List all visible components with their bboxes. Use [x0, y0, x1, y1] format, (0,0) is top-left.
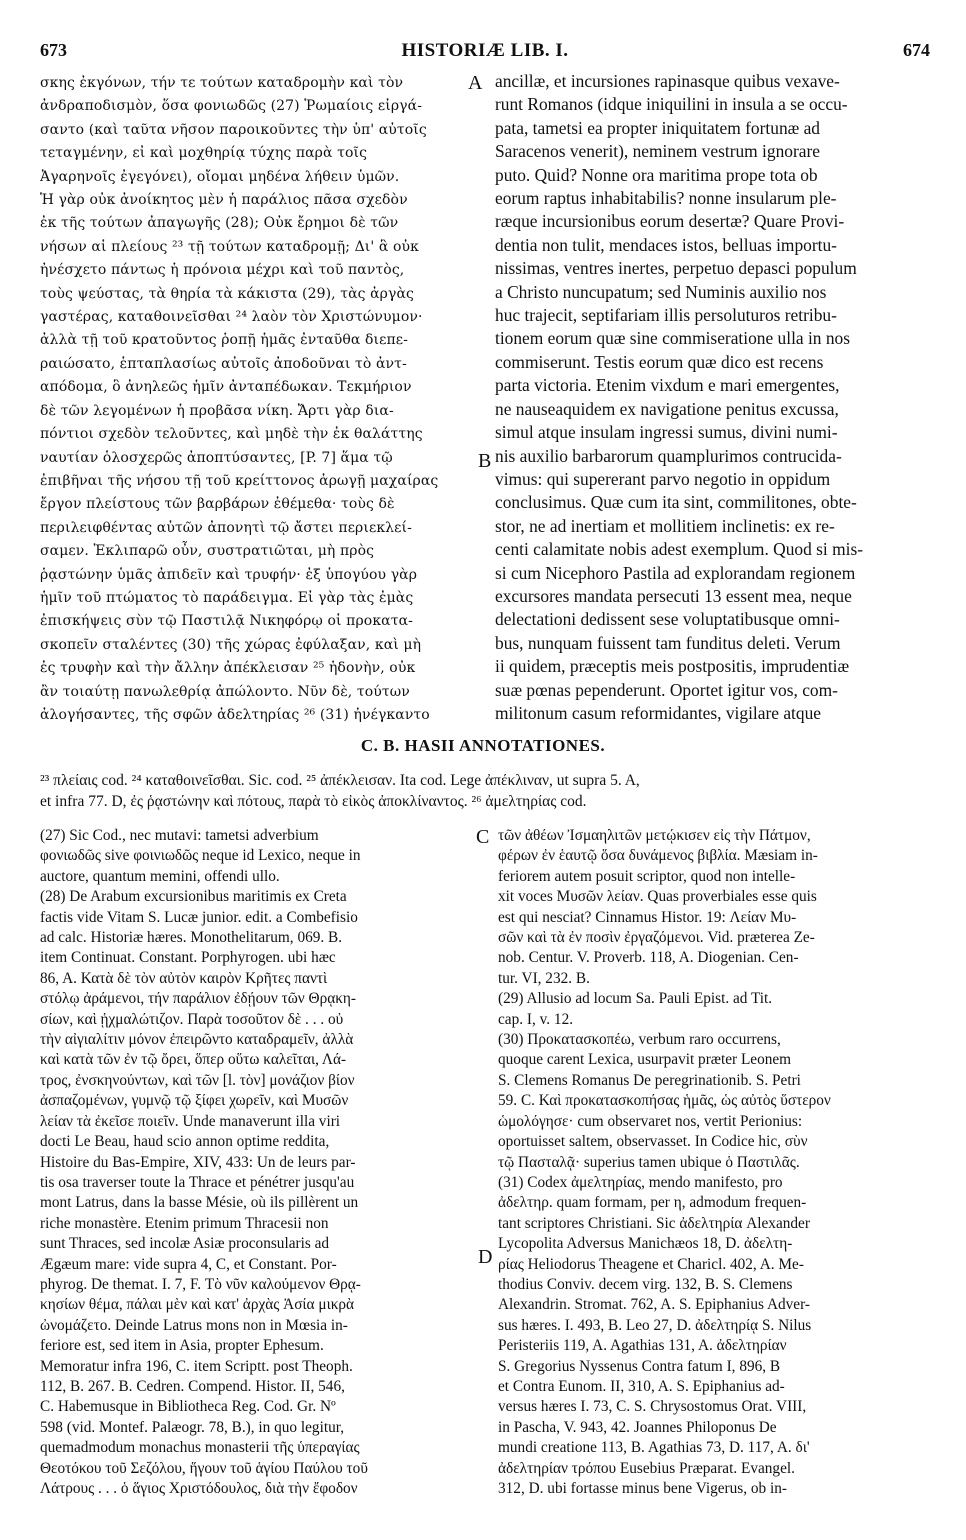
annotation-line: Peristeriis 119, A. Agathias 131, A. ἀδελτηρίαν — [498, 1337, 787, 1355]
annotation-line: φέρων ἐν ἑαυτῷ ὅσα δυνάμενος βιβλία. Mæsiam in- — [498, 847, 818, 865]
annotation-line: xit voces Μυσῶν λείαν. Quas proverbiales esse quis — [498, 888, 817, 906]
greek-text-line: ἐκ τῆς τούτων ἀπαγωγῆς (28); Οὐκ ἔρημοι δὲ τῶν — [40, 215, 399, 232]
annotation-line: ad calc. Historiæ hæres. Monothelitarum, 069. B. — [40, 929, 343, 947]
annotation-line: τὴν αἰγιαλίτιν μόνον ἐπειρῶντο καταδραμεῖν, ἀλλὰ — [40, 1031, 354, 1049]
latin-text-line: si cum Nicephoro Pastila ad explorandam regionem — [495, 562, 856, 583]
greek-text-line: ἂν τοιαύτῃ πανωλεθρίᾳ ἀπώλοντο. Νῦν δὲ, τούτων — [40, 683, 410, 700]
annotation-line: 598 (vid. Montef. Palæogr. 78, B.), in quo legitur, — [40, 1418, 345, 1436]
annotation-line: (31) Codex ἀμελτηρίας, mendo manifesto, pro — [498, 1173, 783, 1191]
latin-text-line: commiserunt. Testis eorum quæ dico est recens — [495, 351, 824, 372]
greek-text-line: τοὺς ψεύστας, τὰ θηρία τὰ κάκιστα (29), τὰς ἀργὰς — [40, 285, 414, 302]
annotation-line: feriore est, sed item in Asia, propter Ephesum. — [40, 1337, 324, 1355]
greek-text-line: σαντο (καὶ ταῦτα νῆσον παροικοῦντες τὴν ὑπ' αὐτοῖς — [40, 121, 427, 138]
latin-text-line: pata, tametsi ea propter iniquitatem fortunæ ad — [495, 117, 821, 138]
annotation-line: S. Gregorius Nyssenus Contra fatum I, 896, B — [498, 1357, 781, 1375]
latin-text-line: nissimas, ventres inertes, perpetuo depasci populum — [495, 258, 857, 279]
annotation-line: σίων, καὶ ᾐχμαλώτιζον. Παρὰ τοσοῦτον δὲ . . . οὐ — [40, 1010, 344, 1028]
annotation-line: quoque carent Lexica, usurpavit præter Leonem — [498, 1051, 792, 1069]
greek-text-line: ἠνέσχετο πάντως ἡ πρόνοια μέχρι καὶ τοῦ παντὸς, — [40, 262, 405, 279]
annotation-line: quemadmodum monachus monasterii τῆς ὑπεραγίας — [40, 1439, 360, 1457]
annotation-line: Histoire du Bas-Empire, XIV, 433: Un de leurs par- — [40, 1153, 356, 1171]
annotation-line: τῷ Πασταλᾷ· superius tamen ubique ὁ Παστιλᾶς. — [498, 1153, 800, 1171]
annotation-line: nob. Centur. V. Proverb. 118, A. Diogenian. Cen- — [498, 949, 799, 967]
annotation-line: 59. C. Καὶ προκατασκοπήσας ἡμᾶς, ὡς αὐτὸς ὕστερον — [498, 1092, 831, 1110]
annotation-line: S. Clemens Romanus De peregrinationib. S. Petri — [498, 1071, 801, 1089]
annotation-line: docti Le Beau, haud scio annon optime reddita, — [40, 1133, 330, 1151]
annotation-line: item Continuat. Constant. Porphyrogen. ubi hæc — [40, 949, 336, 967]
annotation-line: ἀδελτηρίαν τρόπου Eusebius Præparat. Evangel. — [498, 1459, 795, 1477]
annotation-line: σῶν καὶ τὰ ἐν ποσὶν ἐργαζόμενοι. Vid. præterea Ze- — [498, 929, 815, 947]
latin-text-line: vimus: qui supererant parvo negotio in oppidum — [495, 468, 831, 489]
greek-text-line: ἀλογήσαντες, τῆς σφῶν ἀδελτηρίας ²⁶ (31) ἠνέγκαντο — [40, 706, 430, 723]
greek-text-line: ἐπισκήψεις σὺν τῷ Παστιλᾷ Νικηφόρῳ οἱ προκατα- — [40, 613, 413, 630]
greek-text-line: Ἡ γὰρ οὐκ ἀνοίκητος μὲν ἡ παράλιος πᾶσα σχεδὸν — [40, 192, 408, 209]
latin-text-line: ii quidem, præceptis meis postpositis, imprudentiæ — [495, 656, 850, 677]
latin-text-line: centi calamitate nobis adest exemplum. Quod si mis- — [495, 539, 864, 560]
latin-text-line: a Christo nuncupatum; sed Numinis auxilio nos — [495, 281, 827, 302]
annotation-line: auctore, quantum memini, offendi ullo. — [40, 867, 280, 885]
annotation-line: τρος, ἐνσκηνούντων, καὶ τῶν [l. τὸν] μονάζιον βίον — [40, 1071, 355, 1089]
latin-text-column — [495, 70, 935, 725]
latin-text-line: Saracenos venerit), neminem vestrum ignorare — [495, 141, 820, 162]
greek-text-column — [40, 72, 468, 727]
latin-text-line: conclusimus. Quæ cum ita sint, commilitones, obte- — [495, 492, 857, 513]
annotation-line: 86, A. Κατὰ δὲ τὸν αὐτὸν καιρὸν Κρῆτες παντὶ — [40, 969, 328, 987]
annotation-line: tur. VI, 232. B. — [498, 969, 590, 987]
latin-text-line: huc trajecit, septifariam illis persoluturos retribu- — [495, 305, 837, 326]
latin-text-line: ne nauseaquidem ex navigatione penitus excussa, — [495, 398, 839, 419]
annotation-line: Ægæum mare: vide supra 4, C, et Constant. Por- — [40, 1255, 337, 1273]
annotation-line: (30) Προκατασκοπέω, verbum raro occurrens, — [498, 1031, 781, 1049]
annotation-line: καὶ κατὰ τῶν ἐν τῷ ὄρει, ὅπερ οὕτω καλεῖται, Λά- — [40, 1051, 347, 1069]
annotation-line: phyrog. De themat. I. 7, F. Τὸ νῦν καλούμενον Θρᾳ- — [40, 1275, 361, 1293]
annotations-right-column — [498, 826, 934, 1499]
annotation-line: sus hæres. I. 493, B. Leo 27, D. ἀδελτηρίᾳ S. Nilus — [498, 1316, 812, 1334]
annotation-line: feriorem autem posuit scriptor, quod non intelle- — [498, 867, 796, 885]
greek-text-line: ἐς τρυφὴν καὶ τὴν ἄλλην ἀπέκλεισαν ²⁵ ἡδονὴν, οὐκ — [40, 660, 416, 677]
annotation-line: et Contra Eunom. II, 310, A. S. Epiphanius ad- — [498, 1377, 785, 1395]
latin-text-line: ræque incursionibus eorum desertæ? Quare Provi- — [495, 211, 845, 232]
annotation-line: oportuisset saltem, observasset. In Codice hic, σὺν — [498, 1133, 808, 1151]
margin-marker-a: A — [468, 72, 483, 94]
section-title: C. B. HASII ANNOTATIONES. — [360, 736, 606, 755]
annotation-line: C. Habemusque in Bibliotheca Reg. Cod. Gr. Nº — [40, 1398, 336, 1416]
latin-text-line: excursores mandata persecuti 13 essent mea, neque — [495, 585, 852, 606]
annotation-line: (28) De Arabum excursionibus maritimis ex Creta — [40, 888, 347, 906]
annotation-line: tant scriptores Christiani. Sic ἀδελτηρία Alexander — [498, 1214, 810, 1232]
running-title: HISTORIÆ LIB. I. — [401, 40, 569, 61]
greek-text-line: δὲ τῶν λεγομένων ἡ προβᾶσα νίκη. Ἄρτι γὰρ δια- — [40, 402, 394, 419]
annotation-line: mundi creatione 113, B. Agathias 73, D. 117, A. δι' — [498, 1439, 810, 1457]
greek-text-line: ἔργον πλείστους τῶν βαρβάρων ἐθέμεθα· τοὺς δὲ — [40, 496, 395, 513]
greek-text-line: πόντιοι σχεδὸν τελοῦντες, καὶ μηδὲ τὴν ἐκ θαλάττης — [40, 426, 423, 443]
latin-text-line: suæ pœnas pependerunt. Oportet igitur vos, com- — [495, 679, 838, 700]
latin-text-line: ancillæ, et incursiones rapinasque quibus vexave- — [495, 71, 840, 91]
annotation-line: (29) Allusio ad locum Sa. Pauli Epist. ad Tit. — [498, 990, 773, 1008]
greek-text-line: ῥᾳστώνην ὑμᾶς ἀπιδεῖν καὶ τρυφήν· ἐξ ὑπογύου γὰρ — [40, 566, 418, 583]
greek-text-line: απόδομα, ὃ ἀνηλεῶς ἡμῖν ἀνταπέδωκαν. Τεκμήριον — [40, 379, 412, 396]
margin-marker-c: C — [476, 826, 490, 848]
annotation-line: tis osa traverser toute la Thrace et pénétrer jusqu'au — [40, 1173, 355, 1191]
annotation-line: (27) Sic Cod., nec mutavi: tametsi adverbium — [40, 827, 319, 844]
annotation-line: mont Latrus, dans la basse Mésie, où ils pillèrent un — [40, 1194, 359, 1212]
annotation-line: ὠνομάζετο. Deinde Latrus mons non in Mœsia in- — [40, 1316, 348, 1334]
greek-text-line: ἡμῖν τοῦ πτώματος τὸ παράδειγμα. Εἰ γὰρ τὰς ἐμὰς — [40, 589, 414, 606]
annotation-line: riche monastère. Etenim primum Thracesii non — [40, 1214, 329, 1232]
latin-text-line: puto. Quid? Nonne ora maritima prope tota ob — [495, 164, 818, 185]
annotation-line: thodius Conviv. decem virg. 132, B. S. Clemens — [498, 1275, 793, 1293]
latin-text-line: stor, ne ad inertiam et mollitiem inclinetis: ex re- — [495, 515, 835, 536]
greek-text-line: ἀλλὰ τῇ τοῦ κρατοῦντος ῥοπῇ ἡμᾶς ἐνταῦθα διεπε- — [40, 332, 408, 349]
greek-text-line: γαστέρας, καταθοινεῖσθαι ²⁴ λαὸν τὸν Χριστώνυμον· — [40, 309, 423, 326]
annotation-line: ἀσπαζομένων, γυμνῷ τῷ ξίφει χωρεῖν, καὶ Μυσῶν — [40, 1092, 349, 1110]
annotation-line: κησίων θέμα, πάλαι μὲν καὶ κατ' ἀρχὰς Ἀσία μικρὰ — [40, 1296, 355, 1314]
greek-text-line: σκοπεῖν σταλέντες (30) τῆς χώρας ἐφύλαξαν, καὶ μὴ — [40, 636, 422, 653]
annotation-line: Memoratur infra 196, C. item Scriptt. post Theoph. — [40, 1357, 353, 1375]
latin-text-line: dentia non tulit, mendaces istos, belluas importu- — [495, 234, 837, 255]
page-number-left: 673 — [40, 40, 67, 60]
latin-text-line: parta victoria. Etenim vixdum e mari emergentes, — [495, 375, 840, 396]
latin-text-line: nis auxilio barbarorum quamplurimos contrucida- — [495, 445, 842, 466]
annotation-line: cap. I, v. 12. — [498, 1010, 574, 1028]
latin-text-line: bus, nunquam fuissent tam funditus deleti. Verum — [495, 632, 841, 653]
annotation-line: λείαν τὰ ἐκεῖσε ποιεῖν. Unde manaverunt illa viri — [40, 1112, 341, 1130]
greek-text-line: νήσων αἱ πλείους ²³ τῇ τούτων καταδρομῇ; Δι' ἃ οὐκ — [40, 238, 419, 255]
annotation-line: ὡμολόγησε· cum observaret nos, vertit Perionius: — [498, 1112, 803, 1130]
annotation-line: versus hæres I. 73, C. S. Chrysostomus Orat. VIII, — [498, 1398, 807, 1416]
page-header — [40, 40, 930, 62]
greek-text-line: σαμεν. Ἐκλιπαρῶ οὖν, συστρατιῶται, μὴ πρὸς — [40, 543, 375, 560]
annotation-line: sunt Thraces, sed incolæ Asiæ proconsularis ad — [40, 1235, 330, 1253]
annotation-line: φονιωδῶς sive φοινιωδῶς neque id Lexico, neque in — [40, 847, 361, 865]
greek-text-line: ραιώσατο, ἑπταπλασίως αὐτοῖς ἀποδοῦναι τὸ ἀντ- — [40, 355, 407, 372]
latin-text-line: delectationi dedissent sese voluptatibusque omni- — [495, 609, 840, 630]
annotation-line: ρίας Heliodorus Theagene et Charicl. 402, A. Me- — [498, 1255, 804, 1273]
footnotes — [40, 770, 935, 812]
annotation-line: ἀδελτηρ. quam formam, per η, admodum frequen- — [498, 1194, 807, 1212]
annotation-line: 312, D. ubi fortasse minus bene Vigerus, ob in- — [498, 1480, 787, 1497]
annotation-line: τῶν ἀθέων Ἰσμαηλιτῶν μετῴκισεν εἰς τὴν Πάτμον, — [498, 827, 811, 844]
latin-text-line: runt Romanos (idque iniquilini in insula a se occu- — [495, 94, 848, 115]
latin-text-line: militonum casum reformidantes, vigilare atque — [495, 702, 821, 723]
annotation-line: 112, B. 267. B. Cedren. Compend. Histor. II, 546, — [40, 1377, 345, 1395]
annotations-left-column — [40, 826, 470, 1499]
margin-marker-b: B — [478, 450, 492, 472]
greek-text-line: περιλειφθέντας αὐτῶν ἀπονητὶ τῷ ἄστει περιεκλεί- — [40, 519, 412, 536]
latin-text-line: simul atque insulam ingressi sumus, divini numi- — [495, 422, 838, 443]
annotation-line: Lycopolita Adversus Manichæos 18, D. ἀδελτη- — [498, 1235, 793, 1253]
page-number-right: 674 — [903, 40, 930, 60]
greek-text-line: ναυτίαν ὁλοσχερῶς ἀποπτύσαντες, [P. 7] ἅμα τῷ — [40, 449, 393, 466]
greek-text-line: ἐπιβῆναι τῆς νήσου τῇ τοῦ κρείττονος ἀρωγῇ μαχαίρας — [40, 472, 439, 489]
latin-text-line: tionem eorum quæ sine commiseratione ulla in nos — [495, 328, 850, 349]
footnote-line: ²³ πλείαις cod. ²⁴ καταθοινεῖσθαι. Sic. cod. ²⁵ ἀπέκλεισαν. Ita cod. Lege ἀπέκλιναν, ut supra 5. A, — [40, 772, 640, 789]
annotation-line: Alexandrin. Stromat. 762, A. S. Epiphanius Adver- — [498, 1296, 810, 1314]
greek-text-line: Ἀγαρηνοῖς ἐγεγόνει), οἴομαι μηδένα λήθειν ὑμῶν. — [40, 168, 400, 185]
greek-text-line: σκης ἐκγόνων, τήν τε τούτων καταδρομὴν καὶ τὸν — [40, 75, 404, 91]
latin-text-line: eorum raptus inhabitabilis? nonne insularum ple- — [495, 188, 837, 209]
annotation-line: factis vide Vitam S. Lucæ junior. edit. a Combefisio — [40, 908, 358, 926]
annotation-line: in Pascha, V. 943, 42. Joannes Philoponus De — [498, 1418, 777, 1436]
greek-text-line: τεταγμένην, εἰ καὶ μοχθηρίᾳ τύχης παρὰ τοῖς — [40, 145, 368, 162]
footnote-line: et infra 77. D, ἐς ῥᾳστώνην καὶ πότους, παρὰ τὸ εἰκὸς ἀποκλίναντος. ²⁶ ἀμελτηρίας cod. — [40, 793, 587, 810]
annotation-line: Λάτρους . . . ὁ ἅγιος Χριστόδουλος, διὰ τὴν ἔφοδον — [40, 1480, 358, 1497]
annotation-line: Θεοτόκου τοῦ Σεζόλου, ἥγουν τοῦ ἁγίου Παύλου τοῦ — [40, 1459, 368, 1477]
annotation-line: est qui nesciat? Cinnamus Histor. 19: Λείαν Μυ- — [498, 908, 797, 926]
greek-text-line: ἀνδραποδισμὸν, ὅσα φονιωδῶς (27) Ῥωμαίοις εἰργά- — [40, 98, 423, 115]
margin-marker-d: D — [478, 1246, 493, 1268]
annotation-line: στόλῳ ἀράμενοι, τήν παράλιον ἐδῄουν τῶν Θρᾳκη- — [40, 990, 357, 1008]
